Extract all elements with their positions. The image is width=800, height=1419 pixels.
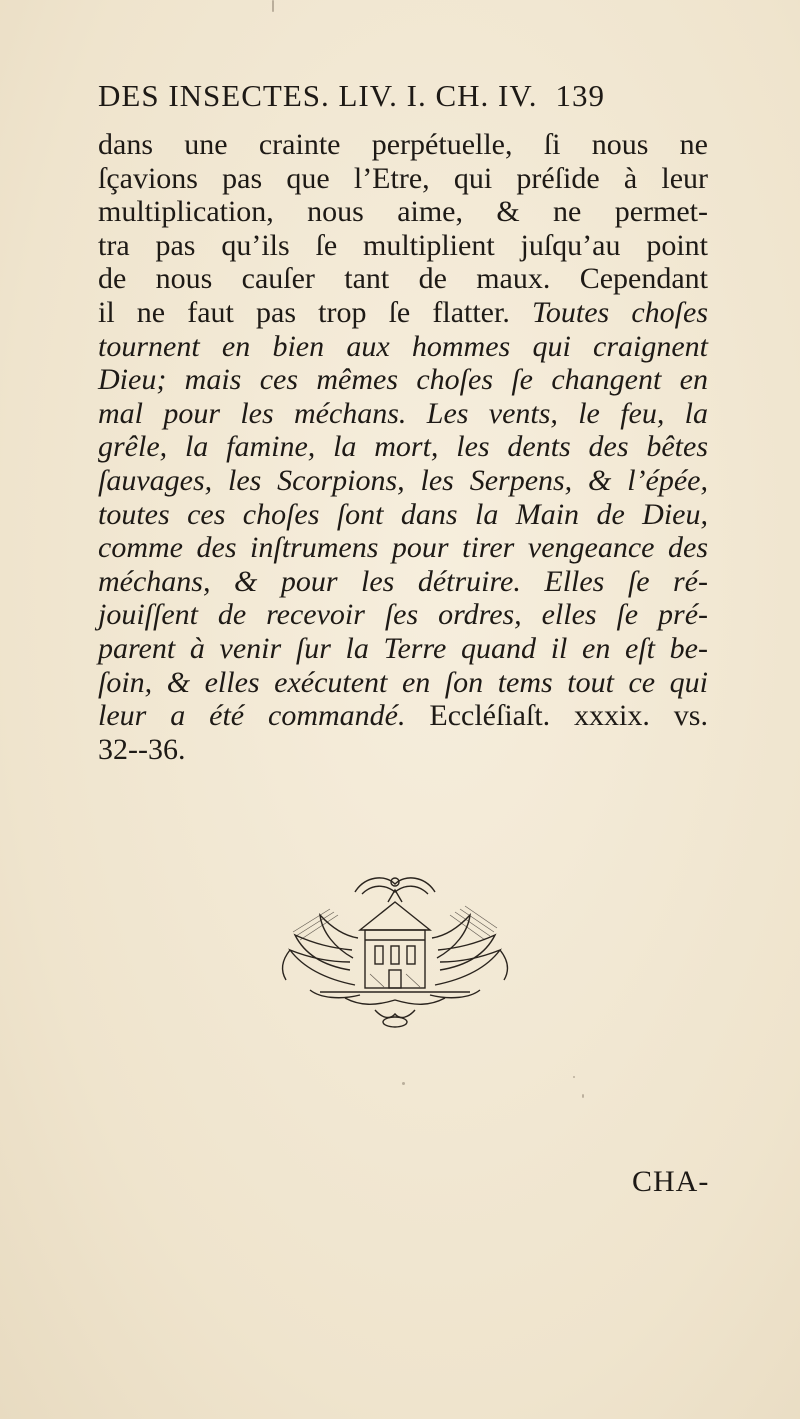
catchword: CHA- [632, 1165, 710, 1198]
italic-text-segment: mal pour les méchans. [98, 396, 427, 430]
italic-text-segment: tournent en bien aux hommes qui craignent [98, 329, 708, 363]
page-number: 139 [555, 78, 605, 113]
ornament-vignette-icon [250, 870, 540, 1030]
text-segment: de nous cauſer tant de maux. Cependant [98, 262, 708, 296]
paper-speck [582, 1094, 584, 1098]
running-title: DES INSECTES. LIV. I. CH. IV. [98, 78, 538, 113]
italic-text-segment: Dieu; mais ces mêmes choſes ſe changent en [98, 363, 708, 397]
text-line [98, 632, 708, 666]
text-line [98, 598, 708, 632]
text-segment: il ne faut pas trop ſe flatter. [98, 295, 532, 329]
text-line [98, 498, 708, 532]
text-segment: multiplication, nous aime, & ne permet- [98, 195, 708, 229]
paper-speck [402, 1082, 405, 1085]
italic-text-segment: ſauvages, les Scorpions, les Serpens, & l’épée, [98, 463, 708, 497]
italic-text-segment: toutes ces choſes ſont dans la Main de Dieu, [98, 497, 708, 531]
text-segment: tra pas qu’ils ſe multiplient juſqu’au point [98, 228, 708, 262]
italic-text-segment: ſoin, & elles exécutent en ſon tems tout ce qui [98, 665, 708, 699]
italic-text-segment: comme des inſtrumens pour tirer vengeance des [98, 531, 708, 565]
paper-speck [272, 0, 274, 12]
italic-text-segment: parent à venir ſur la Terre quand il en eſt be- [98, 631, 708, 665]
running-header [98, 78, 698, 114]
text-line [98, 363, 708, 397]
text-line [98, 464, 708, 498]
paper-speck [573, 1076, 575, 1078]
text-segment: dans une crainte perpétuelle, ſi nous ne [98, 128, 708, 161]
text-line [98, 296, 708, 330]
text-segment: ſçavions pas que l’Etre, qui préſide à leur [98, 161, 708, 195]
body-text [98, 128, 708, 766]
text-line [98, 229, 708, 263]
italic-text-segment: jouiſſent de recevoir ſes ordres, elles ſe pré- [98, 598, 708, 632]
italic-text-segment: grêle, la famine, la mort, les dents des bêtes [98, 430, 708, 464]
text-line [98, 666, 708, 700]
text-line [98, 733, 708, 767]
text-line [98, 397, 708, 431]
text-line [98, 565, 708, 599]
text-line [98, 195, 708, 229]
text-line [98, 430, 708, 464]
text-line [98, 128, 708, 162]
text-line [98, 330, 708, 364]
text-segment: Eccléſiaſt. xxxix. vs. [429, 699, 708, 733]
text-line [98, 531, 708, 565]
italic-text-segment: leur a été commandé. [98, 699, 430, 733]
italic-text-segment: méchans, & pour les détruire. Elles ſe ré- [98, 564, 708, 598]
text-segment: 32--36. [98, 732, 186, 766]
italic-text-segment: Les vents, le feu, la [426, 396, 708, 430]
text-line [98, 262, 708, 296]
text-line [98, 699, 708, 733]
text-line [98, 162, 708, 196]
italic-text-segment: Toutes choſes [531, 295, 708, 329]
